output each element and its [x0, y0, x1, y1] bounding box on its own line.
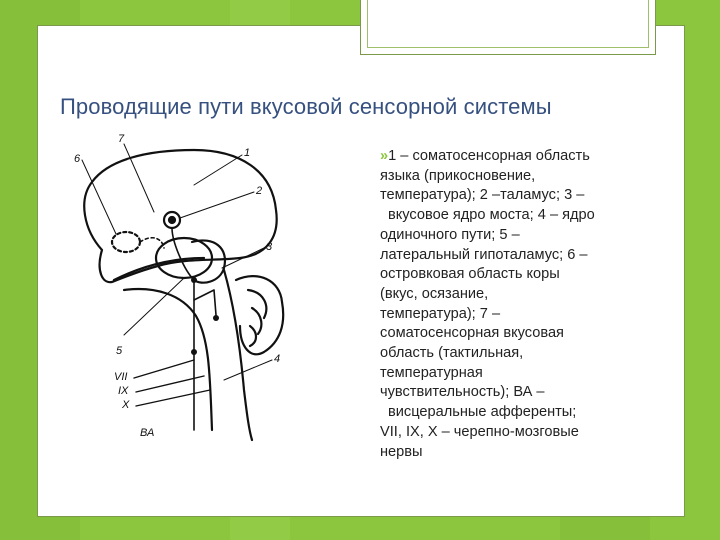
label-va: ВА: [140, 427, 155, 439]
neuron-dot: [213, 315, 219, 321]
pathway-branch: [172, 228, 194, 280]
description-line: температурная: [380, 364, 483, 381]
thalamic-nucleus-inner: [169, 217, 175, 223]
description-line: VII, IX, X – черепно-мозговые: [380, 423, 579, 440]
decorative-tab-inner: [367, 0, 649, 48]
insular-area: [112, 232, 140, 252]
description-text: [380, 147, 670, 462]
label-4: 4: [274, 353, 281, 365]
brainstem-back: [224, 270, 252, 440]
label-vii: VII: [114, 371, 128, 383]
nerve-x: [136, 390, 210, 406]
description-line: (вкус, осязание,: [380, 285, 489, 302]
label-2: 2: [256, 185, 263, 197]
label-7: 7: [118, 133, 125, 145]
description-line: температура); 7 –: [380, 305, 501, 322]
neuron-dot: [191, 349, 197, 355]
description-line-1: [380, 147, 670, 167]
description-line: языка (прикосновение,: [380, 167, 536, 184]
cortex-outline: [84, 150, 276, 282]
description-line-text: 1 – соматосенсорная область: [388, 148, 590, 164]
pathway-to-pons: [194, 290, 216, 315]
leader-5: [124, 278, 184, 335]
leader-1: [194, 155, 242, 185]
description-line: нервы: [380, 443, 423, 460]
label-x: X: [122, 399, 130, 411]
description-line: вкусовое ядро моста; 4 – ядро: [388, 207, 595, 224]
label-3: 3: [266, 241, 273, 253]
label-1: 1: [244, 147, 251, 159]
description-line: чувствительность); ВА –: [380, 384, 545, 401]
leader-4: [224, 360, 272, 380]
nerve-vii: [134, 360, 194, 378]
neuron-dot: [191, 277, 197, 283]
cerebellum-folds: [248, 290, 266, 346]
decorative-tab: [360, 0, 656, 55]
description-line: соматосенсорная вкусовая: [380, 325, 564, 342]
description-line: область (тактильная,: [380, 345, 524, 362]
label-5: 5: [116, 345, 123, 357]
leader-2: [180, 192, 254, 218]
description-line: латеральный гипоталамус; 6 –: [380, 246, 588, 263]
label-6: 6: [74, 153, 81, 165]
bullet-icon: »: [380, 148, 389, 164]
description-line: температура); 2 –таламус; 3 –: [380, 187, 585, 204]
description-line: висцеральные афференты;: [388, 404, 577, 421]
slide-title: Проводящие пути вкусовой сенсорной системы: [60, 94, 552, 119]
description-line: островковая область коры: [380, 266, 560, 283]
label-ix: IX: [118, 385, 129, 397]
brainstem: [124, 289, 212, 430]
taste-pathway-diagram: [44, 130, 354, 470]
description-line: одиночного пути; 5 –: [380, 226, 520, 243]
